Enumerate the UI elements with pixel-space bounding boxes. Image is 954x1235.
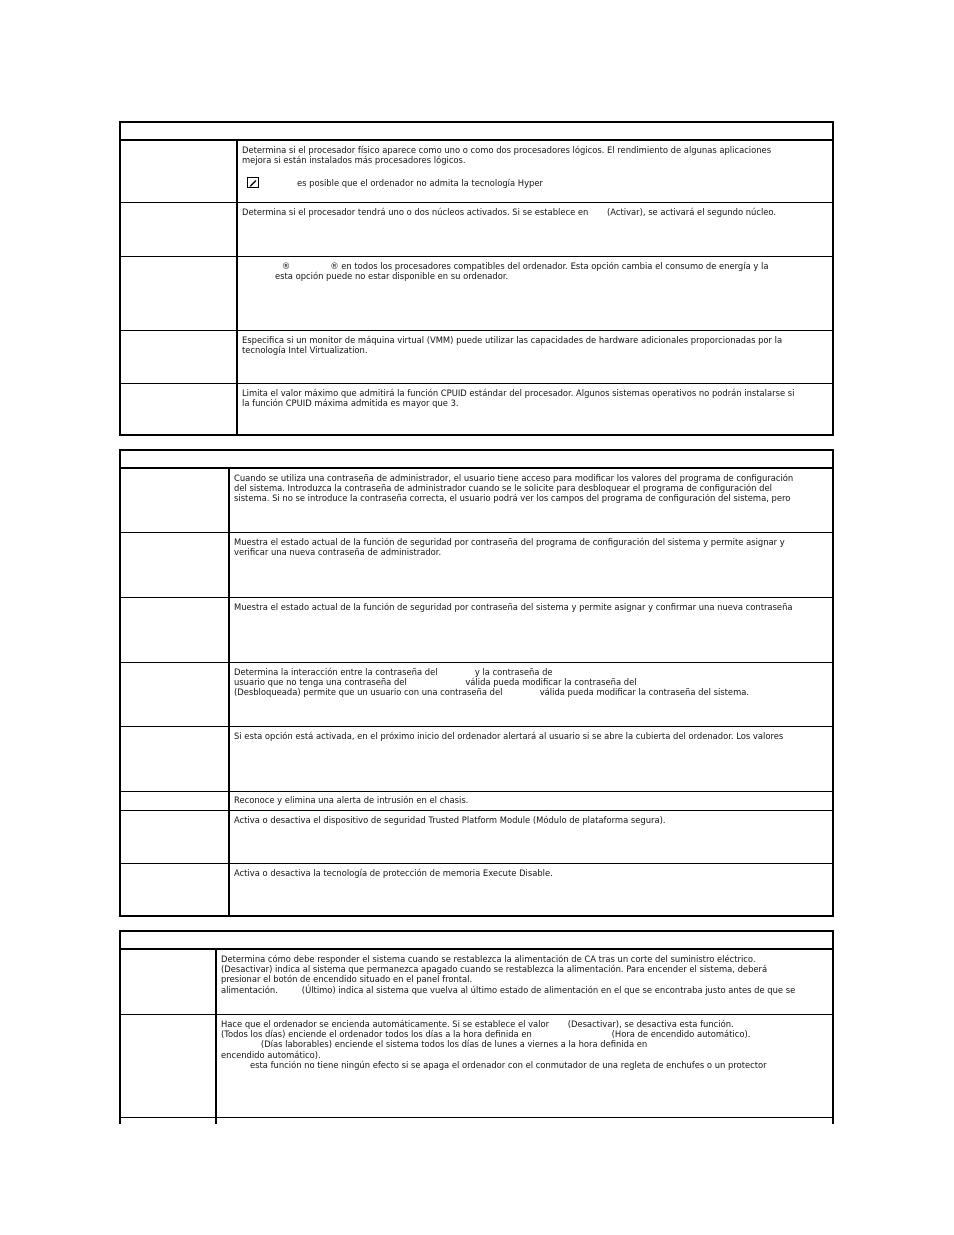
note-text: esta función no tiene ningún efecto si se apaga el ordenador con el conmutador de una regleta de enchufes o un protector bbox=[250, 1059, 767, 1070]
table-row bbox=[121, 598, 832, 663]
option-description bbox=[230, 663, 832, 726]
note bbox=[242, 177, 829, 188]
table-row bbox=[121, 864, 832, 917]
table-row bbox=[121, 384, 832, 436]
option-description bbox=[230, 598, 832, 662]
processor-settings-table bbox=[119, 121, 834, 436]
description-line: Limita el valor máximo que admitirá la función CPUID estándar del procesador. Algunos sistemas operativos no podrán instalarse si bbox=[242, 388, 795, 398]
option-description bbox=[230, 864, 832, 917]
option-label-cell bbox=[121, 727, 230, 791]
option-description bbox=[217, 950, 832, 1014]
description-line: Especifica si un monitor de máquina virtual (VMM) puede utilizar las capacidades de hardware adicionales proporcionadas por la bbox=[242, 335, 783, 345]
table-row bbox=[121, 727, 832, 792]
option-description bbox=[230, 533, 832, 597]
option-label-cell bbox=[121, 864, 230, 917]
description-line: (Todos los días) enciende el ordenador todos los días a la hora definida en (Hora de encendido automático). bbox=[221, 1029, 751, 1040]
description-line: Muestra el estado actual de la función de seguridad por contraseña del programa de configuración del sistema y permite asignar y bbox=[234, 537, 785, 547]
option-label-cell bbox=[121, 1015, 217, 1117]
table-header bbox=[121, 123, 832, 141]
table-row bbox=[121, 663, 832, 727]
description-line: ® ® en todos los procesadores compatibles del ordenador. Esta opción cambia el consumo de energía y la bbox=[242, 261, 769, 271]
table-row bbox=[121, 257, 832, 331]
description-line: tecnología Intel Virtualization. bbox=[242, 345, 368, 356]
option-description bbox=[238, 141, 832, 202]
option-label-cell bbox=[121, 533, 230, 597]
description-line: la función CPUID máxima admitida es mayor que 3. bbox=[242, 398, 459, 409]
table-row bbox=[121, 792, 832, 811]
option-label-cell bbox=[121, 331, 238, 383]
description-line: usuario que no tenga una contraseña del válida pueda modificar la contraseña del bbox=[234, 677, 637, 688]
table-row bbox=[121, 203, 832, 257]
description-line: Determina cómo debe responder el sistema cuando se restablezca la alimentación de CA tras un corte del suministro eléctrico. bbox=[221, 954, 756, 964]
power-management-table bbox=[119, 930, 834, 1118]
option-label-cell bbox=[121, 950, 217, 1014]
description-line: (Desactivar) indica al sistema que permanezca apagado cuando se restablezca la alimentación. Para encender el sistema, deberá bbox=[221, 964, 768, 975]
note-pencil-icon bbox=[247, 177, 259, 188]
table-continuation bbox=[119, 1116, 834, 1124]
description-line: mejora si están instalados más procesadores lógicos. bbox=[242, 155, 466, 166]
option-description bbox=[230, 469, 832, 532]
option-label-cell bbox=[121, 384, 238, 436]
note-text: esta opción puede no estar disponible en su ordenador. bbox=[275, 271, 509, 282]
description-line: Si esta opción está activada, en el próximo inicio del ordenador alertará al usuario si se abre la cubierta del ordenador. Los valores bbox=[234, 731, 784, 741]
description-line: alimentación. (Último) indica al sistema que vuelva al último estado de alimentación en el que se encontraba justo antes de que se bbox=[221, 984, 796, 995]
table-header bbox=[121, 932, 832, 950]
security-settings-table bbox=[119, 449, 834, 917]
option-description bbox=[230, 792, 832, 810]
option-label-cell bbox=[121, 257, 238, 330]
description-line: Reconoce y elimina una alerta de intrusión en el chasis. bbox=[234, 795, 469, 805]
option-description bbox=[238, 203, 832, 256]
table-row bbox=[121, 950, 832, 1015]
description-line: Muestra el estado actual de la función de seguridad por contraseña del sistema y permite asignar y confirmar una nueva contraseña bbox=[234, 602, 793, 612]
option-description bbox=[230, 727, 832, 791]
column-divider bbox=[215, 1116, 217, 1124]
description-line: del sistema. Introduzca la contraseña de administrador cuando se le solicite para desbloquear el programa de configuración del bbox=[234, 483, 772, 494]
note-text: es posible que el ordenador no admita la tecnología Hyper bbox=[297, 177, 543, 188]
table-row bbox=[121, 533, 832, 598]
description-line: Hace que el ordenador se encienda automáticamente. Si se establece el valor (Desactivar), se desactiva esta función. bbox=[221, 1019, 734, 1029]
option-description bbox=[217, 1015, 832, 1117]
option-label-cell bbox=[121, 469, 230, 532]
table-header bbox=[121, 451, 832, 469]
description-line: verificar una nueva contraseña de administrador. bbox=[234, 547, 442, 558]
table-row bbox=[121, 1015, 832, 1118]
description-line: Cuando se utiliza una contraseña de administrador, el usuario tiene acceso para modificar los valores del programa de configuración bbox=[234, 473, 794, 483]
option-description bbox=[238, 257, 832, 330]
description-line: Activa o desactiva la tecnología de protección de memoria Execute Disable. bbox=[234, 868, 553, 878]
option-description bbox=[230, 811, 832, 863]
option-label-cell bbox=[121, 663, 230, 726]
option-label-cell bbox=[121, 203, 238, 256]
description-line: (Días laborables) enciende el sistema todos los días de lunes a viernes a la hora definida en bbox=[221, 1039, 648, 1050]
description-line: (Desbloqueada) permite que un usuario con una contraseña del válida pueda modificar la contraseña del sistema. bbox=[234, 687, 750, 698]
description-line: Determina si el procesador físico aparece como uno o como dos procesadores lógicos. El rendimiento de algunas aplicaciones bbox=[242, 145, 772, 155]
description-line: Activa o desactiva el dispositivo de seguridad Trusted Platform Module (Módulo de plataforma segura). bbox=[234, 815, 666, 825]
description-line: Determina si el procesador tendrá uno o dos núcleos activados. Si se establece en (Activar), se activará el segundo núcleo. bbox=[242, 207, 777, 217]
option-label-cell bbox=[121, 141, 238, 202]
option-label-cell bbox=[121, 598, 230, 662]
table-row bbox=[121, 141, 832, 203]
option-label-cell bbox=[121, 811, 230, 863]
description-line: encendido automático). bbox=[221, 1049, 321, 1060]
table-row bbox=[121, 469, 832, 533]
option-description bbox=[238, 384, 832, 436]
description-line: Determina la interacción entre la contraseña del y la contraseña de bbox=[234, 667, 553, 677]
option-description bbox=[238, 331, 832, 383]
table-row bbox=[121, 331, 832, 384]
option-label-cell bbox=[121, 792, 230, 810]
description-line: presionar el botón de encendido situado en el panel frontal. bbox=[221, 974, 473, 985]
table-row bbox=[121, 811, 832, 864]
description-line: sistema. Si no se introduce la contraseña correcta, el usuario podrá ver los campos del programa de configuración del sistema, pero bbox=[234, 493, 791, 504]
